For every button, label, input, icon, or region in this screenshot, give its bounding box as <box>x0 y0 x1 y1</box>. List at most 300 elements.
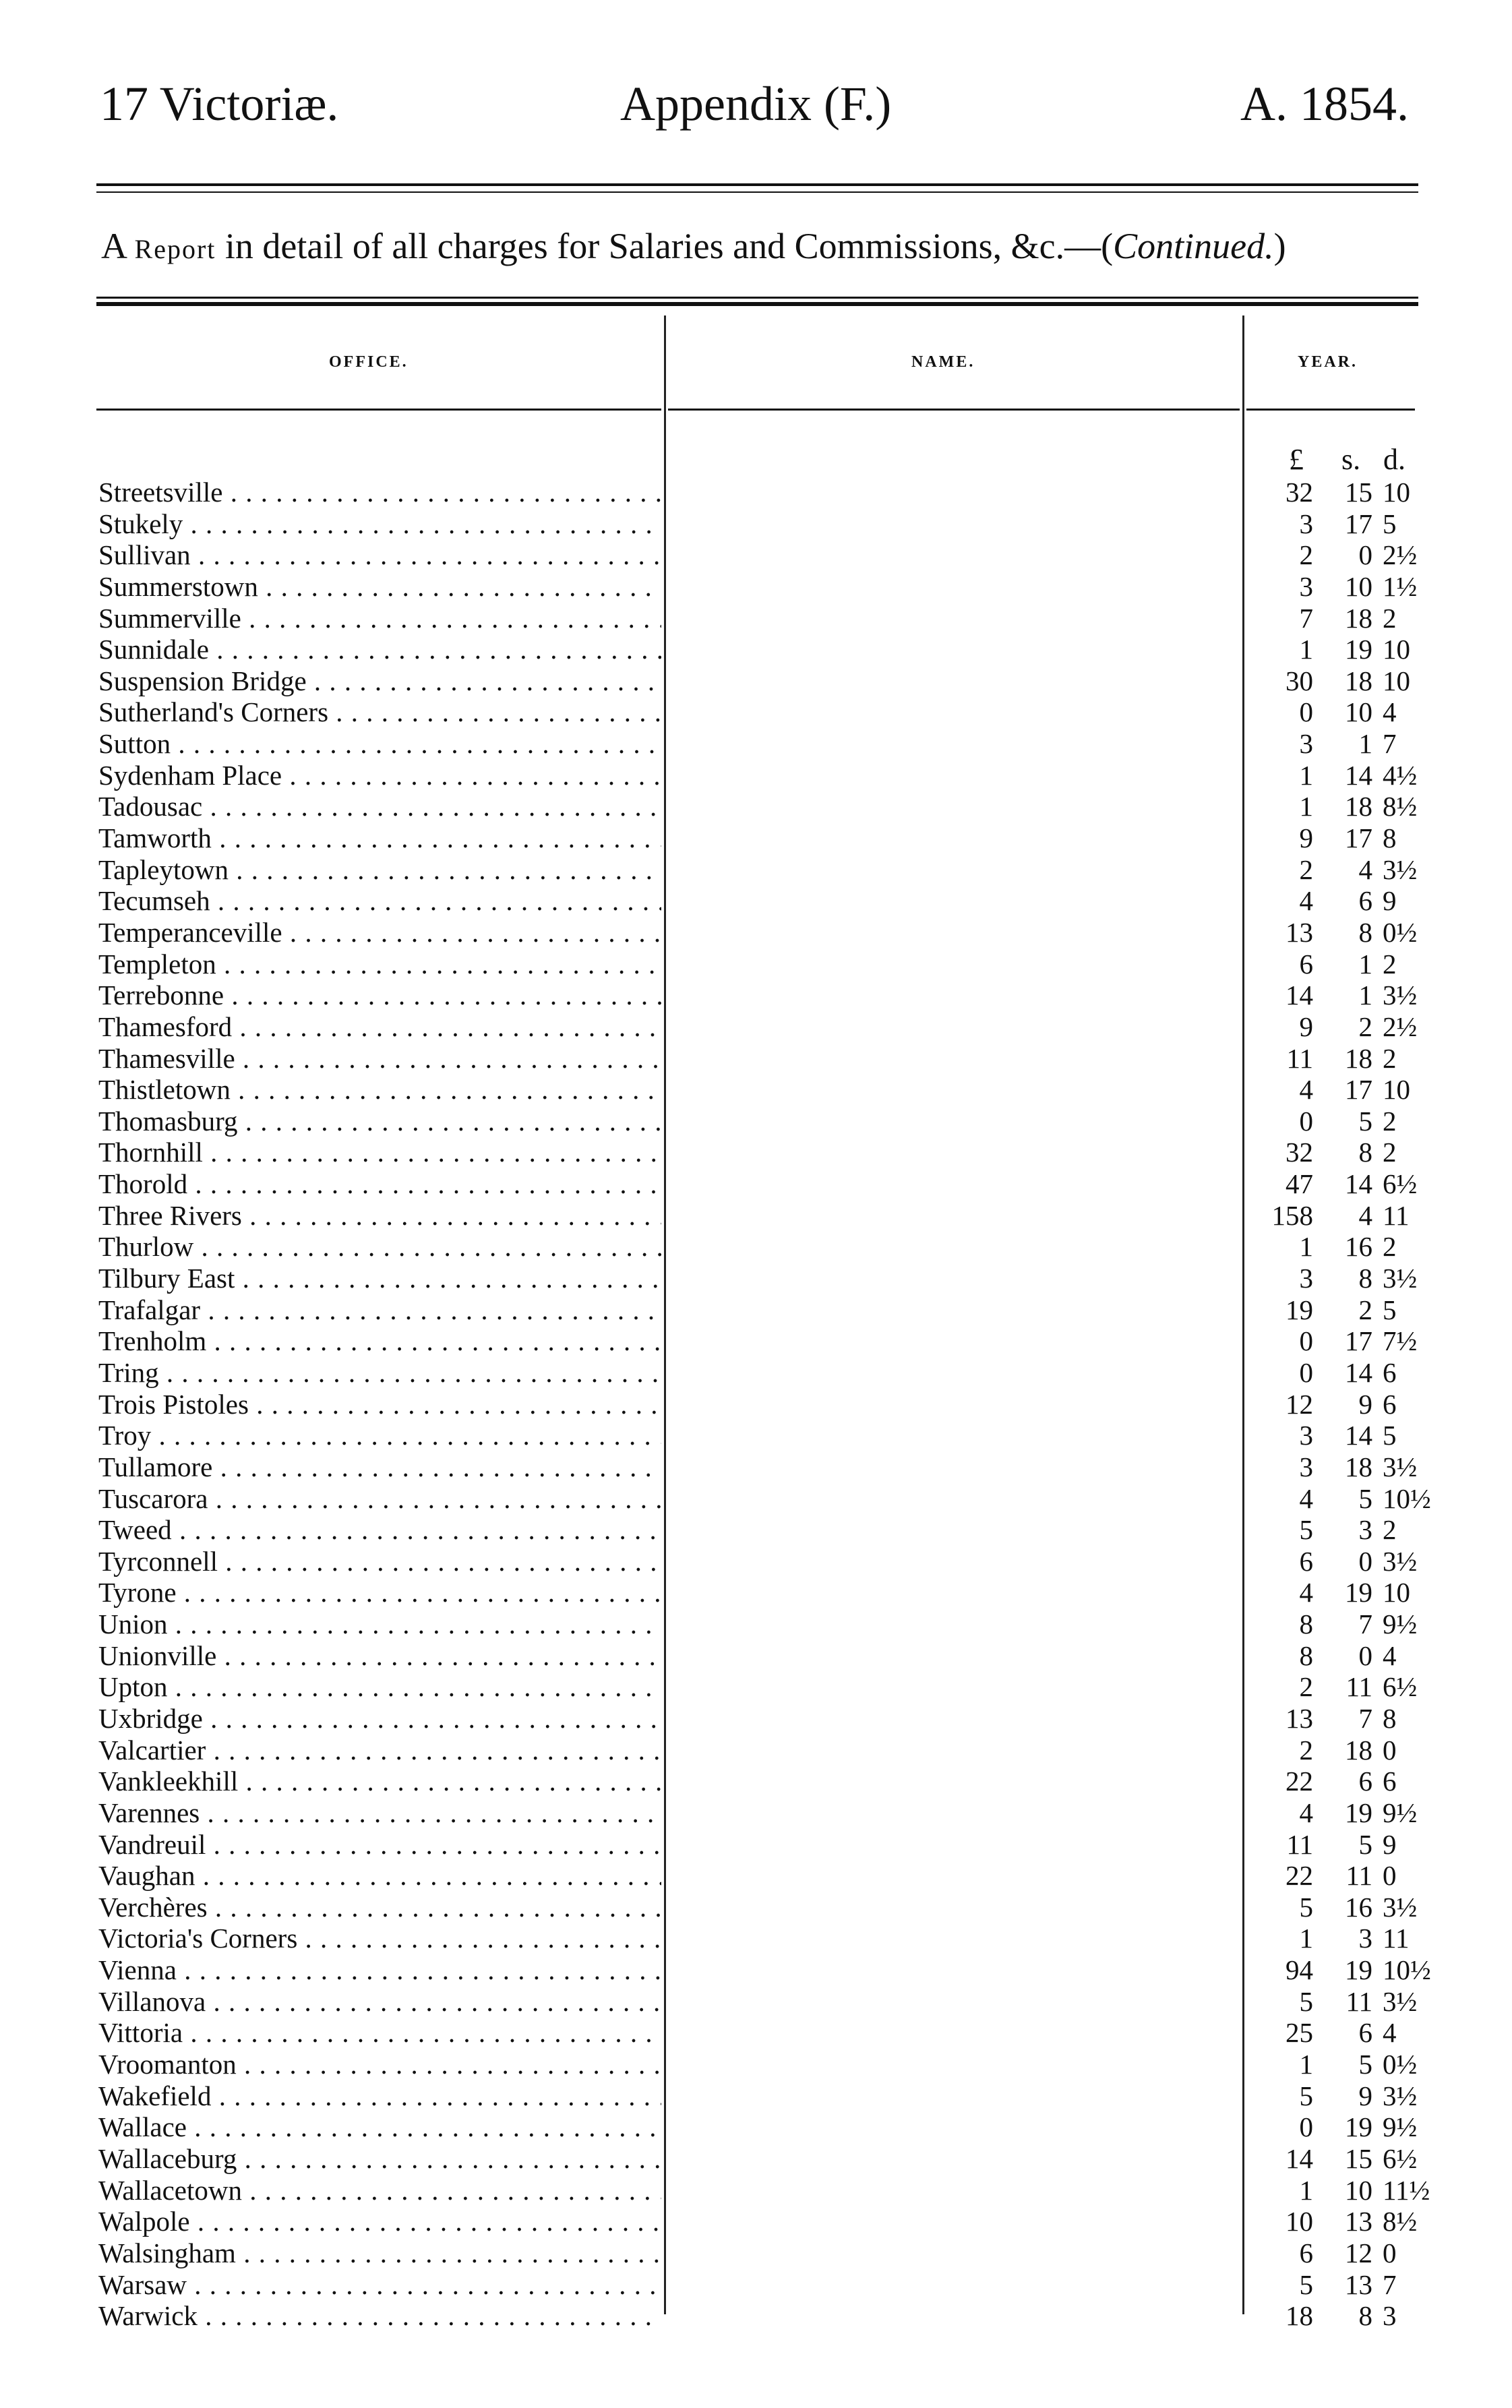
office-name-text: Verchères <box>98 1891 208 1923</box>
office-name-text: Wallaceburg <box>98 2142 237 2174</box>
amount-shillings: 19 <box>1345 634 1372 665</box>
table-row <box>0 2300 1512 2332</box>
header-underline-office <box>96 409 661 411</box>
amount-pence: 11 <box>1383 1199 1410 1231</box>
office-name <box>98 1106 661 1137</box>
table-row <box>0 1325 1512 1357</box>
office-name <box>98 2269 661 2300</box>
amount-pence: 10 <box>1383 1074 1410 1106</box>
report-title-article: A <box>101 226 126 266</box>
amount-pounds: 5 <box>1299 1985 1313 2017</box>
office-name <box>98 791 661 822</box>
office-name-text: Sutton <box>98 728 171 760</box>
table-row <box>0 1074 1512 1106</box>
amount-shillings: 0 <box>1358 1639 1372 1671</box>
amount-shillings: 12 <box>1345 2237 1372 2268</box>
office-name <box>98 2143 661 2174</box>
office-name-text: Thorold <box>98 1168 188 1200</box>
amount-shillings: 19 <box>1345 2111 1372 2143</box>
office-name <box>98 1923 661 1954</box>
office-name <box>98 1357 661 1388</box>
table-row <box>0 791 1512 822</box>
table-row <box>0 1640 1512 1672</box>
column-header-office: OFFICE. <box>329 353 409 371</box>
amount-pence: 5 <box>1383 1420 1397 1451</box>
amount-pence: 2 <box>1383 948 1397 980</box>
office-name-text: Tweed <box>98 1514 172 1546</box>
amount-shillings: 10 <box>1345 2174 1372 2206</box>
amount-pence: 7 <box>1383 728 1397 760</box>
office-name-text: Walpole <box>98 2206 190 2237</box>
table-row <box>0 571 1512 603</box>
amount-pence: 3½ <box>1383 1263 1418 1294</box>
table-row <box>0 1357 1512 1389</box>
amount-shillings: 18 <box>1345 602 1372 634</box>
office-name-text: Tyrconnell <box>98 1545 218 1577</box>
column-header-year: YEAR. <box>1298 353 1358 371</box>
title-rule-thick <box>96 302 1418 306</box>
pence-unit: d. <box>1383 443 1405 476</box>
table-row <box>0 1546 1512 1577</box>
office-name-text: Terrebonne <box>98 980 224 1011</box>
amount-pence: 11 <box>1383 1923 1410 1954</box>
amount-pence: 10½ <box>1383 1482 1431 1514</box>
office-name-text: Tuscarora <box>98 1482 208 1514</box>
amount-pounds: 1 <box>1299 759 1313 791</box>
table-row <box>0 1420 1512 1451</box>
office-name-text: Suspension Bridge <box>98 665 307 696</box>
amount-shillings: 18 <box>1345 1734 1372 1766</box>
amount-shillings: 3 <box>1358 1923 1372 1954</box>
table-row <box>0 2049 1512 2080</box>
salary-table <box>0 477 1512 2332</box>
amount-pounds: 4 <box>1299 1577 1313 1608</box>
office-name-text: Vankleekhill <box>98 1766 239 1797</box>
amount-shillings: 14 <box>1345 1356 1372 1388</box>
amount-pounds: 3 <box>1299 508 1313 539</box>
amount-shillings: 9 <box>1358 1388 1372 1420</box>
amount-pence: 4 <box>1383 2017 1397 2049</box>
office-name-text: Uxbridge <box>98 1702 203 1734</box>
amount-pounds: 5 <box>1299 1891 1313 1923</box>
amount-shillings: 14 <box>1345 1168 1372 1200</box>
office-name <box>98 696 661 727</box>
amount-pence: 10½ <box>1383 1954 1431 1986</box>
table-row <box>0 1860 1512 1892</box>
office-name-text: Trenholm <box>98 1325 207 1357</box>
office-name <box>98 2017 661 2048</box>
office-name <box>98 2206 661 2237</box>
table-row <box>0 1829 1512 1861</box>
office-name-text: Streetsville <box>98 477 223 508</box>
table-row <box>0 2017 1512 2049</box>
office-name-text: Sunnidale <box>98 634 209 665</box>
office-name <box>98 1703 661 1734</box>
amount-pounds: 1 <box>1299 2049 1313 2080</box>
office-name-text: Temperanceville <box>98 916 282 948</box>
amount-pounds: 2 <box>1299 539 1313 571</box>
report-title <box>101 228 1422 264</box>
amount-pence: 9 <box>1383 1828 1397 1860</box>
amount-pounds: 1 <box>1299 2174 1313 2206</box>
amount-shillings: 16 <box>1345 1231 1372 1263</box>
amount-pence: 3½ <box>1383 2080 1418 2111</box>
table-row <box>0 1483 1512 1515</box>
table-row <box>0 665 1512 697</box>
table-row <box>0 634 1512 665</box>
amount-pounds: 1 <box>1299 1231 1313 1263</box>
amount-shillings: 19 <box>1345 1797 1372 1828</box>
office-name <box>98 854 661 885</box>
office-name-text: Vaughan <box>98 1860 195 1892</box>
amount-pounds: 3 <box>1299 570 1313 602</box>
office-name <box>98 539 661 570</box>
amount-shillings: 11 <box>1345 1671 1372 1703</box>
amount-shillings: 4 <box>1358 1199 1372 1231</box>
office-name <box>98 822 661 853</box>
office-name-text: Sullivan <box>98 539 191 571</box>
table-row <box>0 760 1512 791</box>
amount-pounds: 14 <box>1286 2142 1313 2174</box>
amount-pence: 8½ <box>1383 2206 1418 2237</box>
office-name <box>98 917 661 948</box>
amount-shillings: 13 <box>1345 2206 1372 2237</box>
office-name <box>98 603 661 634</box>
amount-pounds: 0 <box>1299 1105 1313 1137</box>
table-row <box>0 1954 1512 1986</box>
office-name <box>98 1137 661 1168</box>
amount-pence: 10 <box>1383 477 1410 508</box>
report-title-continued: Continued. <box>1113 226 1274 266</box>
amount-pounds: 14 <box>1286 980 1313 1011</box>
amount-shillings: 7 <box>1358 1608 1372 1640</box>
office-name <box>98 1829 661 1860</box>
amount-shillings: 5 <box>1358 1828 1372 1860</box>
amount-pence: 0 <box>1383 2237 1397 2268</box>
office-name-text: Tullamore <box>98 1451 213 1482</box>
pounds-unit: £ <box>1289 443 1304 476</box>
office-name <box>98 1483 661 1514</box>
office-name <box>98 508 661 539</box>
amount-pence: 4½ <box>1383 759 1418 791</box>
office-name-text: Wallacetown <box>98 2174 242 2206</box>
amount-shillings: 0 <box>1358 1545 1372 1577</box>
office-name <box>98 1608 661 1639</box>
amount-shillings: 4 <box>1358 853 1372 885</box>
amount-pence: 6 <box>1383 1766 1397 1797</box>
amount-shillings: 8 <box>1358 1137 1372 1168</box>
amount-shillings: 6 <box>1358 1766 1372 1797</box>
amount-shillings: 5 <box>1358 2049 1372 2080</box>
amount-pence: 3½ <box>1383 853 1418 885</box>
amount-shillings: 14 <box>1345 759 1372 791</box>
amount-pounds: 9 <box>1299 1011 1313 1042</box>
office-name-text: Thornhill <box>98 1137 203 1168</box>
amount-pounds: 25 <box>1286 2017 1313 2049</box>
office-name-text: Sydenham Place <box>98 759 282 791</box>
amount-pence: 9½ <box>1383 1797 1418 1828</box>
amount-shillings: 16 <box>1345 1891 1372 1923</box>
amount-shillings: 18 <box>1345 791 1372 822</box>
amount-pounds: 18 <box>1286 2300 1313 2332</box>
amount-pounds: 13 <box>1286 1702 1313 1734</box>
amount-pence: 2 <box>1383 1137 1397 1168</box>
amount-pence: 8½ <box>1383 791 1418 822</box>
header-underline-name <box>668 409 1240 411</box>
table-row <box>0 1294 1512 1326</box>
office-name-text: Victoria's Corners <box>98 1923 298 1954</box>
amount-shillings: 8 <box>1358 2300 1372 2332</box>
amount-pounds: 5 <box>1299 2080 1313 2111</box>
office-name-text: Sutherland's Corners <box>98 696 329 728</box>
amount-shillings: 18 <box>1345 1451 1372 1482</box>
amount-shillings: 10 <box>1345 696 1372 728</box>
amount-pence: 3½ <box>1383 1545 1418 1577</box>
amount-shillings: 8 <box>1358 1263 1372 1294</box>
amount-pounds: 10 <box>1286 2206 1313 2237</box>
amount-pounds: 4 <box>1299 885 1313 917</box>
amount-pounds: 32 <box>1286 1137 1313 1168</box>
amount-pounds: 9 <box>1299 822 1313 854</box>
office-name-text: Vienna <box>98 1954 177 1986</box>
amount-pounds: 13 <box>1286 916 1313 948</box>
table-row <box>0 1608 1512 1640</box>
office-name-text: Tilbury East <box>98 1263 235 1294</box>
office-name-text: Villanova <box>98 1985 206 2017</box>
amount-shillings: 17 <box>1345 1074 1372 1106</box>
amount-pounds: 6 <box>1299 2237 1313 2268</box>
table-row <box>0 1168 1512 1200</box>
amount-shillings: 3 <box>1358 1514 1372 1546</box>
table-row <box>0 1892 1512 1923</box>
amount-shillings: 17 <box>1345 822 1372 854</box>
amount-shillings: 1 <box>1358 728 1372 760</box>
office-name-text: Thomasburg <box>98 1105 238 1137</box>
amount-pence: 3½ <box>1383 1985 1418 2017</box>
amount-pence: 9½ <box>1383 1608 1418 1640</box>
table-row <box>0 822 1512 854</box>
office-name <box>98 1766 661 1797</box>
amount-pence: 2 <box>1383 1514 1397 1546</box>
report-title-text: in detail of all charges for Salaries and Commissions, &c.—( <box>216 226 1114 266</box>
amount-pence: 6½ <box>1383 1671 1418 1703</box>
office-name-text: Wakefield <box>98 2080 212 2111</box>
office-name <box>98 1389 661 1420</box>
amount-shillings: 8 <box>1358 916 1372 948</box>
office-name <box>98 1420 661 1451</box>
amount-shillings: 10 <box>1345 570 1372 602</box>
office-name-text: Trois Pistoles <box>98 1388 249 1420</box>
amount-pence: 2 <box>1383 1105 1397 1137</box>
amount-pounds: 2 <box>1299 1671 1313 1703</box>
office-name-text: Thurlow <box>98 1231 194 1263</box>
office-name <box>98 1011 661 1042</box>
header-rule-thin <box>96 191 1418 193</box>
table-row <box>0 1137 1512 1168</box>
table-row <box>0 1514 1512 1546</box>
table-row <box>0 696 1512 728</box>
office-name <box>98 1671 661 1702</box>
table-row <box>0 2143 1512 2175</box>
office-name <box>98 1294 661 1325</box>
table-row <box>0 1200 1512 1232</box>
amount-pence: 5 <box>1383 508 1397 539</box>
amount-pounds: 0 <box>1299 2111 1313 2143</box>
amount-shillings: 19 <box>1345 1954 1372 1986</box>
header-rule-thick <box>96 183 1418 186</box>
table-row <box>0 477 1512 508</box>
amount-pounds: 158 <box>1271 1199 1313 1231</box>
amount-pence: 2½ <box>1383 539 1418 571</box>
amount-shillings: 11 <box>1345 1985 1372 2017</box>
amount-shillings: 13 <box>1345 2268 1372 2300</box>
office-name <box>98 885 661 916</box>
amount-pence: 4 <box>1383 696 1397 728</box>
amount-shillings: 11 <box>1345 1860 1372 1892</box>
office-name-text: Warwick <box>98 2300 198 2332</box>
amount-pounds: 22 <box>1286 1766 1313 1797</box>
office-name <box>98 634 661 665</box>
office-name <box>98 2049 661 2080</box>
amount-pence: 10 <box>1383 1577 1410 1608</box>
table-row <box>0 2206 1512 2237</box>
amount-pounds: 0 <box>1299 1356 1313 1388</box>
amount-pounds: 11 <box>1286 1828 1313 1860</box>
office-name-text: Upton <box>98 1671 168 1703</box>
office-name <box>98 760 661 791</box>
office-name-text: Thistletown <box>98 1074 231 1106</box>
table-row <box>0 1263 1512 1294</box>
office-name-text: Wallace <box>98 2111 187 2143</box>
office-name <box>98 2111 661 2142</box>
amount-shillings: 5 <box>1358 1105 1372 1137</box>
amount-pence: 3½ <box>1383 980 1418 1011</box>
amount-pounds: 6 <box>1299 948 1313 980</box>
amount-pounds: 1 <box>1299 791 1313 822</box>
table-row <box>0 1766 1512 1797</box>
table-row <box>0 1011 1512 1043</box>
table-row <box>0 2269 1512 2301</box>
report-title-close: ) <box>1273 226 1286 266</box>
amount-pounds: 1 <box>1299 634 1313 665</box>
office-name-text: Unionville <box>98 1639 217 1671</box>
office-name-text: Vittoria <box>98 2017 183 2049</box>
amount-pounds: 12 <box>1286 1388 1313 1420</box>
amount-pence: 9½ <box>1383 2111 1418 2143</box>
amount-pence: 10 <box>1383 634 1410 665</box>
office-name-text: Summerville <box>98 602 241 634</box>
table-row <box>0 1451 1512 1483</box>
table-row <box>0 2080 1512 2112</box>
office-name-text: Union <box>98 1608 168 1640</box>
amount-shillings: 9 <box>1358 2080 1372 2111</box>
office-name-text: Thamesville <box>98 1042 235 1074</box>
table-row <box>0 539 1512 571</box>
amount-pounds: 3 <box>1299 1420 1313 1451</box>
amount-pence: 0 <box>1383 1860 1397 1892</box>
table-row <box>0 1671 1512 1703</box>
office-name-text: Tring <box>98 1356 159 1388</box>
amount-pounds: 22 <box>1286 1860 1313 1892</box>
amount-pence: 2 <box>1383 602 1397 634</box>
amount-pounds: 32 <box>1286 477 1313 508</box>
amount-pounds: 30 <box>1286 665 1313 696</box>
office-name-text: Tapleytown <box>98 853 229 885</box>
amount-pounds: 3 <box>1299 728 1313 760</box>
table-row <box>0 2111 1512 2143</box>
amount-shillings: 17 <box>1345 1325 1372 1357</box>
amount-pence: 8 <box>1383 1702 1397 1734</box>
amount-pounds: 3 <box>1299 1451 1313 1482</box>
amount-pence: 8 <box>1383 822 1397 854</box>
header-session: 17 Victoriæ. <box>100 77 339 131</box>
office-name <box>98 1640 661 1671</box>
amount-pounds: 0 <box>1299 1325 1313 1357</box>
amount-pence: 0½ <box>1383 916 1418 948</box>
office-name <box>98 1231 661 1262</box>
table-row <box>0 1389 1512 1420</box>
amount-pounds: 47 <box>1286 1168 1313 1200</box>
office-name-text: Valcartier <box>98 1734 206 1766</box>
office-name <box>98 1168 661 1199</box>
office-name-text: Warsaw <box>98 2268 187 2300</box>
office-name-text: Walsingham <box>98 2237 236 2268</box>
office-name <box>98 2300 661 2331</box>
amount-shillings: 6 <box>1358 2017 1372 2049</box>
table-row <box>0 980 1512 1011</box>
amount-shillings: 17 <box>1345 508 1372 539</box>
amount-pence: 6½ <box>1383 2142 1418 2174</box>
table-row <box>0 2175 1512 2206</box>
office-name <box>98 1860 661 1891</box>
office-name <box>98 1263 661 1294</box>
table-row <box>0 1106 1512 1137</box>
office-name <box>98 1546 661 1577</box>
office-name-text: Vandreuil <box>98 1828 206 1860</box>
amount-shillings: 14 <box>1345 1420 1372 1451</box>
office-name <box>98 2237 661 2268</box>
amount-pounds: 4 <box>1299 1797 1313 1828</box>
amount-pence: 5 <box>1383 1294 1397 1325</box>
office-name-text: Thamesford <box>98 1011 233 1042</box>
table-row <box>0 508 1512 540</box>
office-name <box>98 949 661 980</box>
amount-pence: 6½ <box>1383 1168 1418 1200</box>
amount-pounds: 2 <box>1299 1734 1313 1766</box>
amount-shillings: 2 <box>1358 1294 1372 1325</box>
amount-pence: 3½ <box>1383 1451 1418 1482</box>
table-row <box>0 2237 1512 2269</box>
amount-shillings: 1 <box>1358 948 1372 980</box>
amount-pounds: 3 <box>1299 1263 1313 1294</box>
amount-shillings: 1 <box>1358 980 1372 1011</box>
amount-pounds: 4 <box>1299 1074 1313 1106</box>
office-name-text: Troy <box>98 1420 152 1451</box>
amount-pounds: 11 <box>1286 1042 1313 1074</box>
amount-shillings: 18 <box>1345 1042 1372 1074</box>
amount-pence: 10 <box>1383 665 1410 696</box>
office-name-text: Three Rivers <box>98 1199 242 1231</box>
header-year: A. 1854. <box>1240 77 1409 131</box>
amount-pence: 7½ <box>1383 1325 1418 1357</box>
office-name <box>98 1797 661 1828</box>
column-header-name: NAME. <box>911 353 975 371</box>
amount-pence: 11½ <box>1383 2174 1430 2206</box>
amount-pence: 7 <box>1383 2268 1397 2300</box>
office-name <box>98 728 661 759</box>
office-name <box>98 2175 661 2206</box>
table-row <box>0 854 1512 886</box>
